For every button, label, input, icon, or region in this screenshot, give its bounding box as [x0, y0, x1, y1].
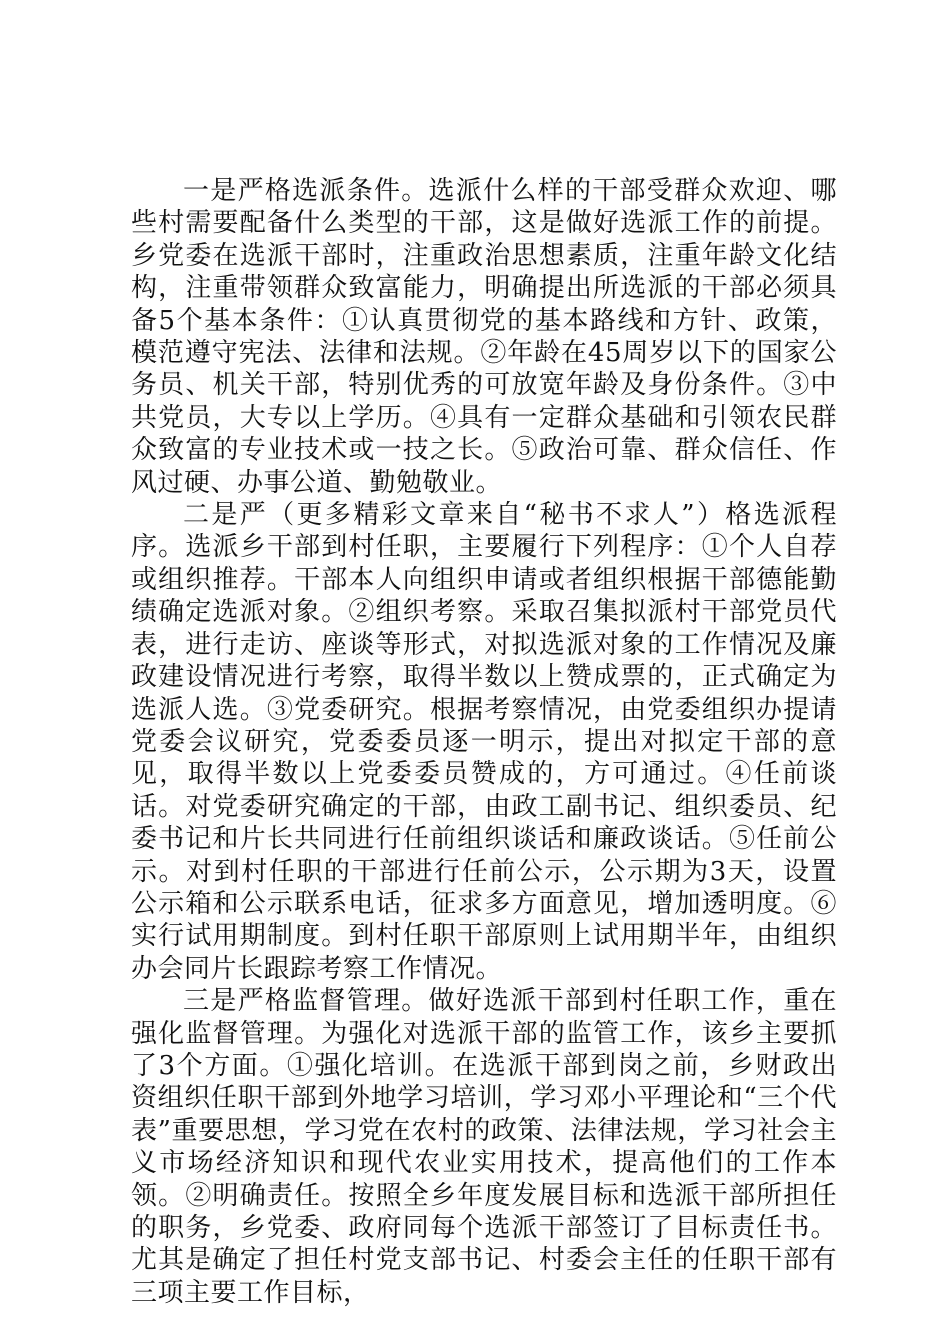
- paragraph-selection-procedure: 二是严（更多精彩文章来自“秘书不求人”）格选派程序。选派乡干部到村任职，主要履行下列程序：①个人自荐或组织推荐。干部本人向组织申请或者组织根据干部德能勤绩确定选派对象。②组织考察。采取召集拟派村干部党员代表，进行走访、座谈等形式，对拟选派对象的工作情况及廉政建设情况进行考察，取得半数以上赞成票的，正式确定为选派人选。③党委研究。根据考察情况，由党委组织办提请党委会议研究，党委委员逐一明示，提出对拟定干部的意见，取得半数以上党委委员赞成的，方可通过。④任前谈话。对党委研究确定的干部，由政工副书记、组织委员、纪委书记和片长共同进行任前组织谈话和廉政谈话。⑤任前公示。对到村任职的干部进行任前公示，公示期为3天，设置公示箱和公示联系电话，征求多方面意见，增加透明度。⑥实行试用期制度。到村任职干部原则上试用期半年，由组织办会同片长跟踪考察工作情况。: [131, 500, 837, 984]
- document-body: [131, 175, 837, 1309]
- paragraph-selection-conditions: 一是严格选派条件。选派什么样的干部受群众欢迎、哪些村需要配备什么类型的干部，这是做好选派工作的前提。乡党委在选派干部时，注重政治思想素质，注重年龄文化结构，注重带领群众致富能力，明确提出所选派的干部必须具备5个基本条件：①认真贯彻党的基本路线和方针、政策，模范遵守宪法、法律和法规。②年龄在45周岁以下的国家公务员、机关干部，特别优秀的可放宽年龄及身份条件。③中共党员，大专以上学历。④具有一定群众基础和引领农民群众致富的专业技术或一技之长。⑤政治可靠、群众信任、作风过硬、办事公道、勤勉敬业。: [131, 176, 837, 498]
- paragraph-supervision-management: 三是严格监督管理。做好选派干部到村任职工作，重在强化监督管理。为强化对选派干部的监管工作，该乡主要抓了3个方面。①强化培训。在选派干部到岗之前，乡财政出资组织任职干部到外地学习培训，学习邓小平理论和“三个代表”重要思想，学习党在农村的政策、法律法规，学习社会主义市场经济知识和现代农业实用技术，提高他们的工作本领。②明确责任。按照全乡年度发展目标和选派干部所担任的职务，乡党委、政府同每个选派干部签订了目标责任书。尤其是确定了担任村党支部书记、村委会主任的任职干部有三项主要工作目标，: [131, 986, 837, 1308]
